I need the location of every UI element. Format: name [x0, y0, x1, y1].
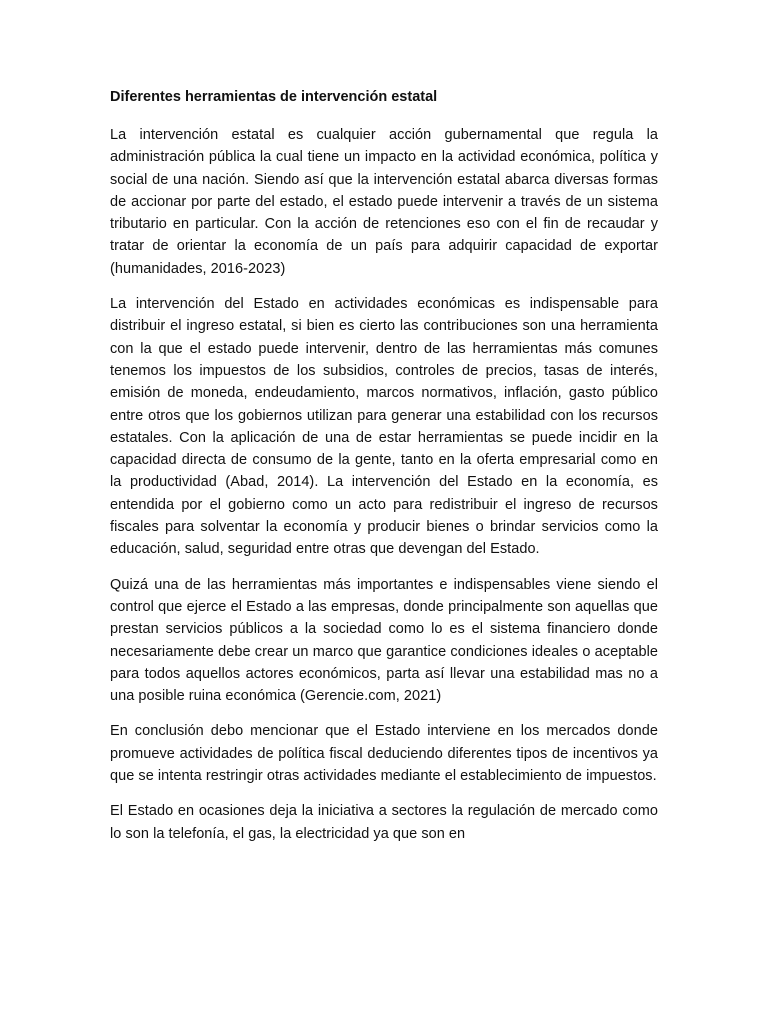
document-page	[110, 86, 658, 858]
document-title: Diferentes herramientas de intervención estatal	[110, 89, 438, 105]
paragraph-2: La intervención del Estado en actividades económicas es indispensable para distribuir el ingreso estatal, si bien es cierto las contribuciones son una herramienta con la que el estado puede intervenir, dentro de las herramientas más comunes tenemos los impuestos de los subsidios, controles de precios, tasas de interés, emisión de moneda, endeudamiento, marcos normativos, inflación, gasto público entre otros que los gobiernos utilizan para generar una estabilidad con los recursos estatales. Con la aplicación de una de estar herramientas se puede incidir en la capacidad directa de consumo de la gente, tanto en la oferta empresarial como en la productividad (Abad, 2014). La intervención del Estado en la economía, es entendida por el gobierno como un acto para redistribuir el ingreso de recursos fiscales para solventar la economía y producir bienes o brindar servicios como la educación, salud, seguridad entre otras que devengan del Estado.	[110, 296, 658, 558]
paragraph-5: El Estado en ocasiones deja la iniciativa a sectores la regulación de mercado como lo son la telefonía, el gas, la electricidad ya que son en	[110, 803, 658, 842]
paragraph-4: En conclusión debo mencionar que el Estado interviene en los mercados donde promueve actividades de política fiscal deduciendo diferentes tipos de incentivos ya que se intenta restringir otras actividades mediante el establecimiento de impuestos.	[110, 723, 658, 785]
paragraph-3: Quizá una de las herramientas más importantes e indispensables viene siendo el control que ejerce el Estado a las empresas, donde principalmente son aquellas que prestan servicios públicos a la sociedad como lo es el sistema financiero donde necesariamente debe crear un marco que garantice condiciones ideales o aceptable para todos aquellos actores económicos, parta así llevar una estabilidad mas no a una posible ruina económica (Gerencie.com, 2021)	[110, 576, 658, 705]
paragraph-1: La intervención estatal es cualquier acción gubernamental que regula la administración pública la cual tiene un impacto en la actividad económica, política y social de una nación. Siendo así que la intervención estatal abarca diversas formas de accionar por parte del estado, el estado puede intervenir a través de un sistema tributario en particular. Con la acción de retenciones eso con el fin de recaudar y tratar de orientar la economía de un país para adquirir capacidad de exportar (humanidades, 2016-2023)	[110, 127, 658, 277]
